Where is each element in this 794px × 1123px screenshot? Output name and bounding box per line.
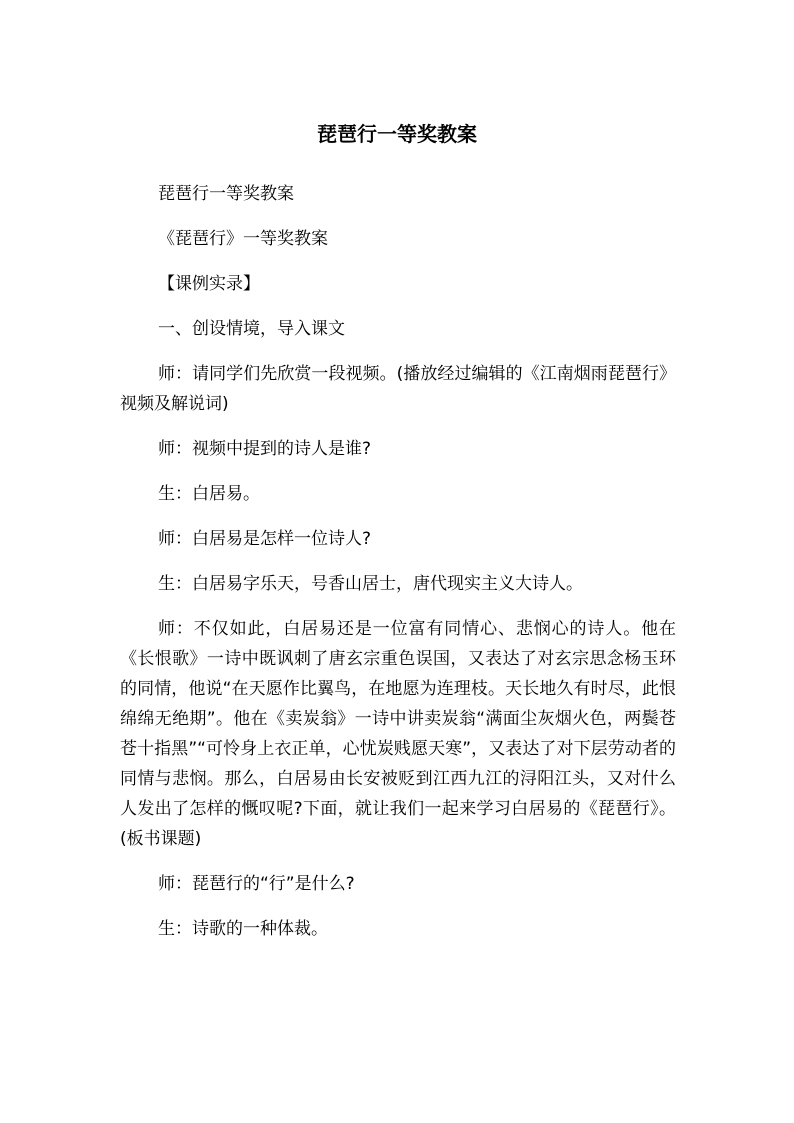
dialogue-line: 生：诗歌的一种体裁。 bbox=[158, 919, 328, 939]
document-body bbox=[120, 179, 676, 959]
document-title: 琵琶行一等奖教案 bbox=[317, 122, 477, 146]
paragraph: 《琵琶行》一等奖教案 bbox=[158, 229, 328, 249]
dialogue-line: 生：白居易字乐天，号香山居士，唐代现实主义大诗人。 bbox=[158, 574, 583, 594]
dialogue-line: 师：视频中提到的诗人是谁? bbox=[158, 439, 372, 459]
dialogue-line: 师：请同学们先欣赏一段视频。(播放经过编辑的《江南烟雨琵琶行》视频及解说词) bbox=[120, 364, 676, 414]
dialogue-line: 师：不仅如此，白居易还是一位富有同情心、悲悯心的诗人。他在《长恨歌》一诗中既讽刺了唐玄宗重色误国，又表达了对玄宗思念杨玉环的同情，他说“在天愿作比翼鸟，在地愿为连理枝。天长地久有时尽，此恨绵绵无绝期”。他在《卖炭翁》一诗中讲卖炭翁“满面尘灰烟火色，两鬓苍苍十指黑”“可怜身上衣正单，心忧炭贱愿天寒”，又表达了对下层劳动者的同情与悲悯。那么，白居易由长安被贬到江西九江的浔阳江头，又对什么人发出了怎样的慨叹呢?下面，就让我们一起来学习白居易的《琵琶行》。(板书课题) bbox=[120, 619, 676, 849]
section-heading: 【课例实录】 bbox=[158, 274, 260, 294]
section-heading: 一、创设情境，导入课文 bbox=[158, 319, 345, 339]
dialogue-line: 生：白居易。 bbox=[158, 484, 260, 504]
dialogue-line: 师：琵琶行的“行”是什么? bbox=[158, 874, 355, 894]
paragraph: 琵琶行一等奖教案 bbox=[158, 184, 294, 204]
dialogue-line: 师：白居易是怎样一位诗人? bbox=[158, 529, 372, 549]
